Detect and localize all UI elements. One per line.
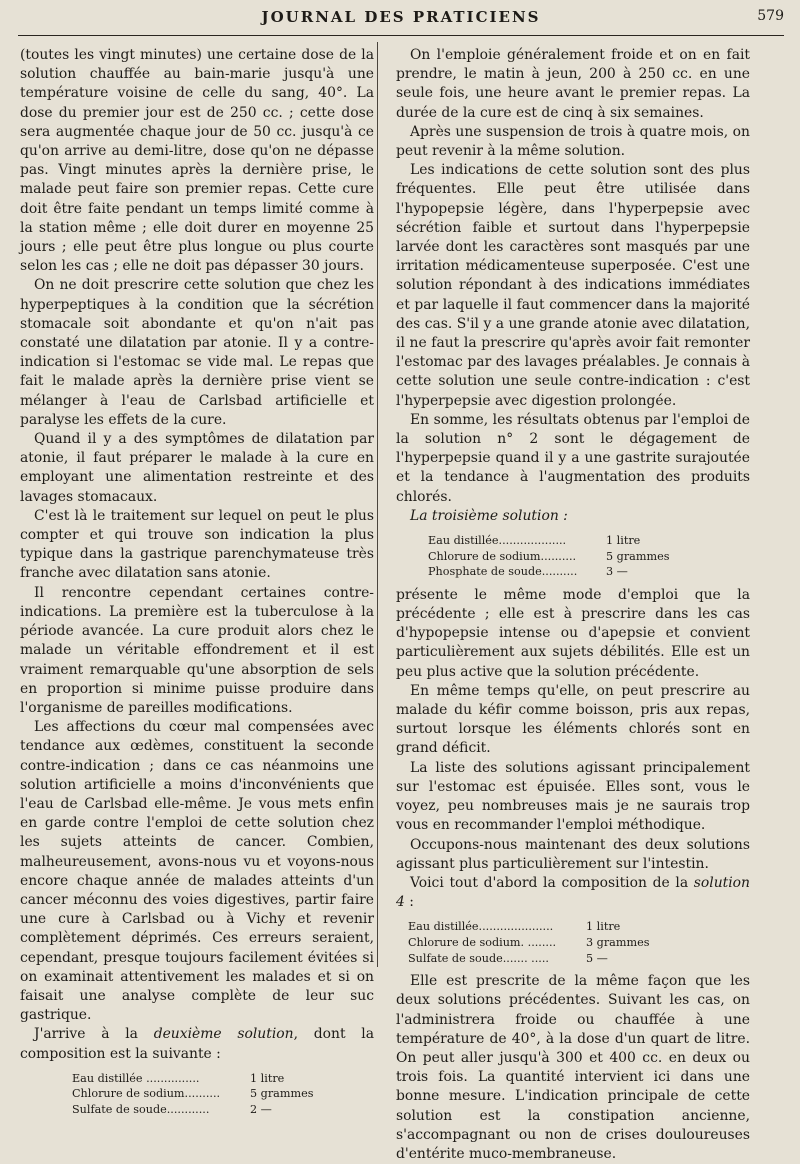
paragraph: Après une suspension de trois à quatre mois, on peut revenir à la même solution. xyxy=(396,123,750,160)
journal-title: JOURNAL DES PRATICIENS xyxy=(261,8,541,26)
ingredient: Chlorure de sodium.......... xyxy=(72,1087,221,1101)
formula-row xyxy=(428,564,750,580)
paragraph xyxy=(20,1025,374,1063)
formula-solution-2 xyxy=(20,1071,374,1118)
emphasis: solution 4 xyxy=(396,874,750,911)
ingredient: Eau distillée................... xyxy=(428,534,567,548)
paragraph: C'est là le traitement sur lequel on peut le plus compter et qui trouve son indication la plus typique dans la gastrique parenchymateuse très franche avec dilatation sans atonie. xyxy=(20,507,374,582)
page-number: 579 xyxy=(757,8,784,24)
emphasis: La troisième solution : xyxy=(410,507,568,524)
emphasis: deuxième solution xyxy=(153,1026,294,1043)
paragraph: La liste des solutions agissant principalement sur l'estomac est épuisée. Elles sont, vous le voyez, peu nombreuses mais je ne saurais trop vous en recommander l'emploi méthodique. xyxy=(396,759,750,834)
paragraph: Occupons-nous maintenant des deux solutions agissant plus particulièrement sur l'intestin. xyxy=(396,836,750,872)
paragraph: (toutes les vingt minutes) une certaine dose de la solution chauffée au bain-marie jusqu'à une température voisine de celle du sang, 40°. La dose du premier jour est de 250 cc. ; cette dose sera augmentée chaque jour de 50 cc. jusqu'à ce qu'on arrive au demi-litre, dose qu'on ne dépasse pas. Vingt minutes après la dernière prise, le malade peut faire son premier repas. Cette cure doit être faite pendant un temps limité comme à la station même ; elle doit durer en moyenne 25 jours ; elle peut être plus longue ou plus courte selon les cas ; elle ne doit pas dépasser 30 jours. xyxy=(20,47,374,275)
paragraph: Elle est prescrite de la même façon que les deux solutions précédentes. Suivant les cas, on l'administrera froide ou chauffée à une température de 40°, à la dose d'un quart de litre. On peut aller jusqu'à 300 et 400 cc. en deux ou trois fois. La quantité intervient ici dans une bonne mesure. L'indication principale de cette solution est la constipation ancienne, s'accompagnant ou non de crises douloureuses d'entérite muco-membraneuse. xyxy=(396,973,750,1162)
formula-solution-3 xyxy=(396,533,750,580)
text-run: J'arrive à la xyxy=(34,1026,154,1043)
formula-row xyxy=(72,1071,374,1087)
formula-row xyxy=(428,533,750,549)
ingredient: Sulfate de soude............ xyxy=(72,1102,210,1116)
paragraph: En somme, les résultats obtenus par l'emploi de la solution n° 2 sont le dégagement de l'hyperpepsie quand il y a une gastrite surajoutée et la tendance à l'augmentation des produits chlorés. xyxy=(396,411,750,505)
quantity: 2 — xyxy=(250,1102,272,1116)
formula-row xyxy=(408,919,750,935)
paragraph: On l'emploie généralement froide et on en fait prendre, le matin à jeun, 200 à 250 cc. en une seule fois, une heure avant le premier repas. La durée de la cure est de cinq à six semaines. xyxy=(396,47,750,121)
paragraph: On ne doit prescrire cette solution que chez les hyperpeptiques à la condition que la sécrétion stomacale soit abondante et qu'on n'ait pas constaté une dilatation par atonie. Il y a contre-indication si l'estomac se vide mal. Le repas que fait le malade après la dernière prise vient se mélanger à l'eau de Carlsbad artificielle et paralyse les effets de la cure. xyxy=(20,277,374,428)
quantity: 5 grammes xyxy=(606,549,670,563)
paragraph: Les indications de cette solution sont des plus fréquentes. Elle peut être utilisée dans l'hypopepsie légère, dans l'hyperpepsie avec sécrétion faible et surtout dans l'hyperpepsie larvée dont les caractères sont masqués par une irritation médicamenteuse superposée. C'est une solution répondant à des indications immédiates et par laquelle il faut commencer dans la majorité des cas. S'il y a une grande atonie avec dilatation, il ne faut la prescrire qu'après avoir fait remonter l'estomac par des lavages préalables. Je connais à cette solution une seule contre-indication : c'est l'hyperpepsie avec digestion prolongée. xyxy=(396,162,750,409)
text-run: Voici tout d'abord la composition de la xyxy=(410,874,694,891)
paragraph: présente le même mode d'emploi que la précédente ; elle est à prescrire dans les cas d'hypopepsie intense ou d'apepsie et convient particulièrement aux sujets débilités. Elle est un peu plus active que la solution précédente. xyxy=(396,586,750,680)
ingredient: Sulfate de soude....... ..... xyxy=(408,951,549,965)
formula-row xyxy=(408,951,750,967)
paragraph: En même temps qu'elle, on peut prescrire au malade du kéfir comme boisson, pris aux repas, surtout lorsque les éléments chlorés sont en grand déficit. xyxy=(396,682,750,757)
quantity: 1 litre xyxy=(586,920,621,934)
ingredient: Chlorure de sodium.......... xyxy=(428,549,577,563)
paragraph: Il rencontre cependant certaines contre-indications. La première est la tuberculose à la période avancée. La cure produit alors chez le malade un véritable effondrement et il est vraiment remarquable qu'une absorption de sels en proportion si minime puisse produire dans l'organisme de pareilles modifications. xyxy=(20,584,374,716)
quantity: 1 litre xyxy=(250,1071,285,1085)
right-column xyxy=(396,46,750,1164)
column-divider xyxy=(377,42,378,967)
formula-solution-4 xyxy=(396,919,750,966)
text-run: : xyxy=(404,894,414,911)
formula-row xyxy=(428,549,750,565)
ingredient: Phosphate de soude.......... xyxy=(428,565,578,579)
left-column xyxy=(20,46,374,1124)
quantity: 3 grammes xyxy=(586,935,650,949)
text-run: , dont la composition est la suivante : xyxy=(20,1026,374,1062)
paragraph xyxy=(396,874,750,912)
ingredient: Eau distillée ............... xyxy=(72,1071,200,1085)
running-header xyxy=(18,8,784,30)
quantity: 3 — xyxy=(606,565,628,579)
formula-row xyxy=(72,1102,374,1118)
formula-row xyxy=(72,1086,374,1102)
quantity: 5 grammes xyxy=(250,1087,314,1101)
ingredient: Eau distillée..................... xyxy=(408,920,554,934)
header-rule xyxy=(18,35,784,36)
quantity: 5 — xyxy=(586,951,608,965)
paragraph: Les affections du cœur mal compensées avec tendance aux œdèmes, constituent la seconde contre-indication ; dans ce cas néanmoins une solution artificielle a moins d'inconvénients que l'eau de Carlsbad elle-même. Je vous mets enfin en garde contre l'emploi de cette solution chez les sujets atteints de cancer. Combien, malheureusement, avons-nous vu et voyons-nous encore chaque année de malades atteints d'un cancer méconnu des voies digestives, partir faire une cure à Carlsbad ou à Vichy et revenir complètement déprimés. Ces erreurs seraient, cependant, presque toujours facilement évitées si on examinait attentivement les malades et si on faisait une analyse complète de leur suc gastrique. xyxy=(20,719,374,1024)
paragraph: Quand il y a des symptômes de dilatation par atonie, il faut préparer le malade à la cure en employant une alimentation restreinte et des lavages stomacaux. xyxy=(20,431,374,505)
quantity: 1 litre xyxy=(606,534,641,548)
formula-row xyxy=(408,935,750,951)
ingredient: Chlorure de sodium. ........ xyxy=(408,935,557,949)
paragraph xyxy=(396,507,750,526)
